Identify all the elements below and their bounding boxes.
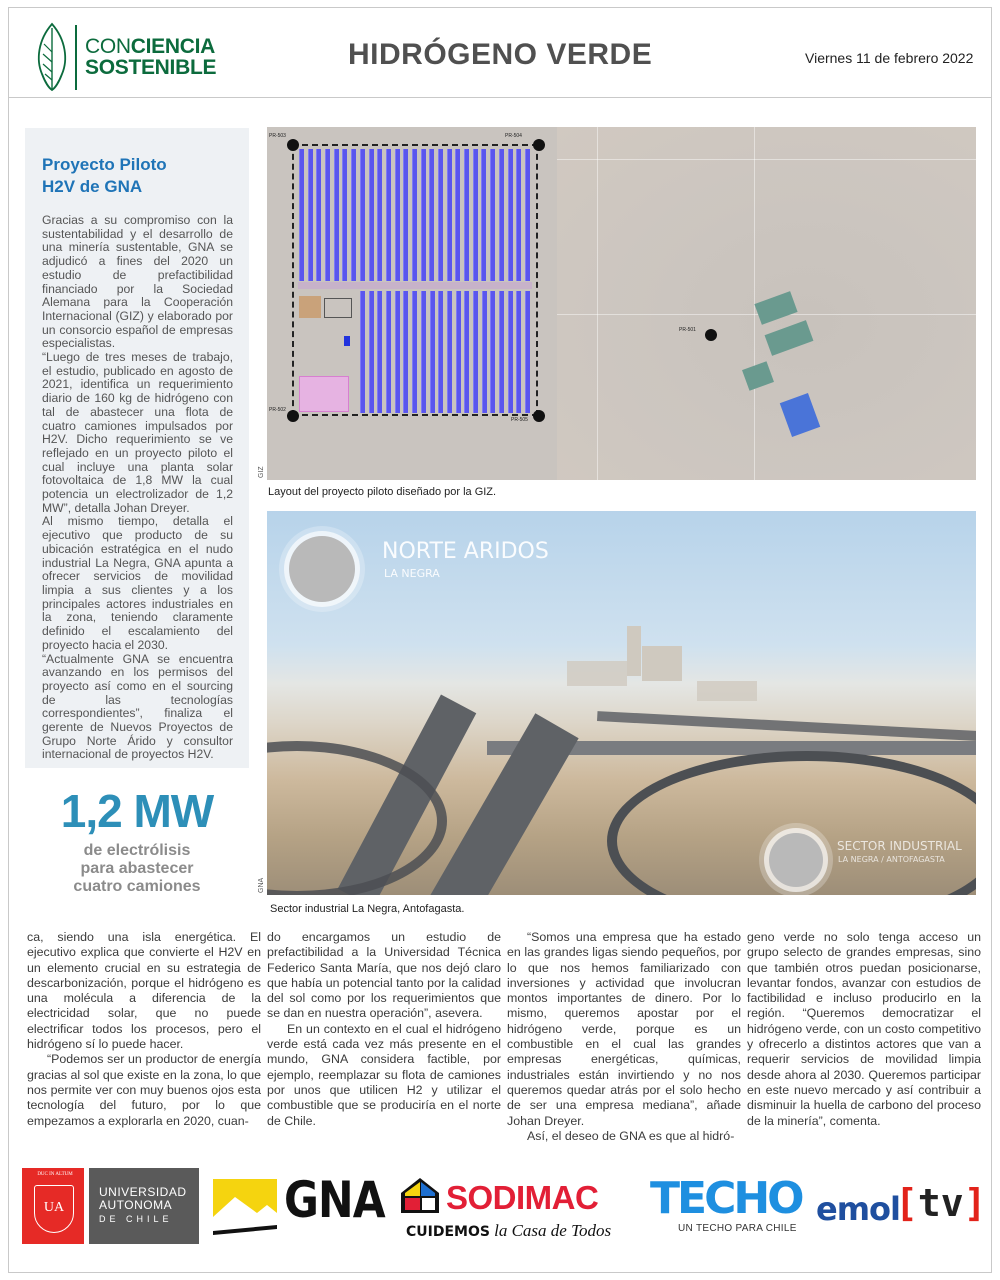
article-paragraph: geno verde no solo tenga acceso un grupo selecto de grandes empresas, sino que también otros puedan posicionarse, levantar fondos, avanzar con estudios de factibilidad e incluso producirlo en la región. “Queremos democratizar el hidrógeno verde, con un costo competitivo y ofrecerlo a distintos actores que van a requerir servicios de movilidad limpia desde ahora al 2030. Queremos participar en este nuevo mercado y así contribuir a disminuir la huella de carbono del proceso de la minería”, comenta. xyxy=(747,930,981,1128)
ua-line2: AUTONOMA xyxy=(99,1198,173,1212)
marker-pr503 xyxy=(287,139,299,151)
sodimac-house-icon xyxy=(399,1175,441,1215)
logo-sostenible: SOSTENIBLE xyxy=(85,56,217,79)
overlay-subtitle: LA NEGRA xyxy=(384,567,440,580)
gna-mountain-icon xyxy=(213,1179,277,1235)
article-column-2 xyxy=(267,930,501,1129)
sidebar-paragraph: “Actualmente GNA se encuentra avanzando en los permisos del proyecto así como en el sourcing de las tecnologías correspondientes”, finaliza el gerente de Nuevos Proyectos de Grupo Norte Árido y consultor internacional de proyectos H2V. xyxy=(42,651,233,762)
marker-pr501 xyxy=(705,329,717,341)
cement-plant xyxy=(627,626,641,676)
stat-line3: cuatro camiones xyxy=(73,878,201,895)
sidebar-box xyxy=(25,128,249,768)
stat-line2: para abastecer xyxy=(80,860,194,877)
stat-value: 1,2 MW xyxy=(60,785,214,837)
ua-line3: DE CHILE xyxy=(99,1214,173,1224)
logo-wordmark xyxy=(85,36,216,78)
overlay2-subtitle: LA NEGRA / ANTOFAGASTA xyxy=(838,855,945,864)
publication-date: Viernes 11 de febrero 2022 xyxy=(805,50,974,66)
label-pr503: PR-503 xyxy=(269,133,286,139)
overlay2-title: SECTOR INDUSTRIAL xyxy=(837,839,962,853)
sidebar-title-line2: H2V de GNA xyxy=(42,177,143,196)
conciencia-sostenible-logo xyxy=(34,22,216,92)
label-pr501: PR-501 xyxy=(679,327,696,333)
solar-panel-array-bottom xyxy=(360,291,530,413)
sodimac-tagline xyxy=(406,1221,611,1241)
logo-con: CON xyxy=(85,35,131,58)
article-paragraph: ca, siendo una isla energética. El ejecutivo explica que convierte el H2V en un elemento crucial en su estrategia de descarbonización, porque el hidrógeno es una molécula a diferencia de la electricidad solar, que no puede electrificar todos los procesos, pero el hidrógeno sí lo puede hacer. xyxy=(27,930,261,1052)
article-paragraph: Así, el deseo de GNA es que al hidró- xyxy=(527,1128,735,1143)
ua-crest xyxy=(22,1168,84,1244)
gna-wordmark: GNA xyxy=(284,1171,385,1229)
sodimac-tag-bold: CUIDEMOS xyxy=(406,1224,490,1240)
techo-wordmark: TECHO xyxy=(650,1173,802,1224)
overlay-title: NORTE ARIDOS xyxy=(382,539,549,564)
industrial-buildings xyxy=(697,681,757,701)
emol-wordmark: emol xyxy=(816,1190,900,1228)
techo-tagline: UN TECHO PARA CHILE xyxy=(678,1223,797,1234)
building xyxy=(780,393,821,437)
article-column-3 xyxy=(507,930,741,1144)
sponsor-logos xyxy=(18,1165,987,1255)
solar-panel-array-top xyxy=(299,149,530,281)
sidebar-paragraph: Gracias a su compromiso con la sustentabilidad y el desarrollo de una minería sustentable, GNA se adjudicó a fines del 2020 un estudio de prefactibilidad financiado por la Sociedad Alemana para la Cooperación Internacional (GIZ) y elaborado por un consorcio español de empresas especialistas. xyxy=(42,213,233,351)
building xyxy=(765,320,814,356)
facility-electrolyzer-area xyxy=(299,376,349,412)
article-paragraph: En un contexto en el cual el hidrógeno verde está cada vez más presente en el mundo, GNA considera factible, por ejemplo, reemplazar su flota de camiones por unos que utilicen H2 y utilizar el combustible que se produciría en el norte de Chile. xyxy=(267,1021,501,1128)
ua-line1: UNIVERSIDAD xyxy=(99,1185,187,1199)
leaf-icon xyxy=(34,22,70,92)
marker-pr502 xyxy=(287,410,299,422)
sidebar-paragraph: Al mismo tiempo, detalla el ejecutivo que producto de su ubicación estratégica en el nudo industrial La Negra, GNA apunta a ofrecer servicios de movilidad limpia a sus clientes y a los principales actores industriales en la zona, teniendo claramente definido el escalamiento del proyecto hacia el 2030. xyxy=(42,514,233,652)
highway xyxy=(597,711,976,741)
logo-ciencia: CIENCIA xyxy=(130,35,216,58)
marker-pr505 xyxy=(533,410,545,422)
stat-line1: de electrólisis xyxy=(83,842,191,859)
marker-pr504 xyxy=(533,139,545,151)
building xyxy=(742,361,774,391)
header-divider xyxy=(8,97,992,98)
logo-divider xyxy=(75,25,77,90)
norte-aridos-logo-circle xyxy=(289,536,355,602)
article-paragraph: do encargamos un estudio de prefactibilidad a la Universidad Técnica Federico Santa María, que nos dejó claro que había un potencial tanto por la calidad del sol como por los requerimientos que se dan en nuestra operación”, asevera. xyxy=(267,930,501,1021)
highlight-stat xyxy=(25,786,249,896)
sidebar-title-line1: Proyecto Piloto xyxy=(42,155,167,174)
sodimac-wordmark: SODIMAC xyxy=(446,1179,599,1216)
label-pr505: PR-505 xyxy=(511,417,528,423)
facility-building xyxy=(299,296,321,318)
article-paragraph: “Somos una empresa que ha estado en las grandes ligas siendo pequeños, por lo que nos hemos familiarizado con inversiones y actividad que involucran montos importantes de dinero. Por lo mismo, queremos apostar por el hidrógeno verde, porque es un combustible en el cual las grandes empresas energéticas, químicas, industriales están invirtiendo y no nos queremos quedar atrás por el solo hecho de ser una empresa mediana”, añade Johan Dreyer. xyxy=(507,930,741,1128)
la-negra-aerial-photo xyxy=(267,511,976,895)
section-title: HIDRÓGENO VERDE xyxy=(348,38,653,71)
ua-wordmark xyxy=(89,1168,199,1244)
building xyxy=(754,291,797,325)
sidebar-title xyxy=(42,154,233,198)
article-column-4 xyxy=(747,930,981,1129)
access-road xyxy=(298,282,532,289)
facility-equipment xyxy=(324,298,352,318)
satellite-terrain xyxy=(557,127,976,480)
map-caption: Layout del proyecto piloto diseñado por la GIZ. xyxy=(268,486,497,498)
sidebar-paragraph: “Luego de tres meses de trabajo, el estudio, publicado en agosto de 2021, identifica un requerimiento diario de 160 kg de hidrógeno con tal de abastecer una flota de cuatro camiones impulsados por H2V. Dicho requerimiento se ve reflejado en un proyecto piloto el cual incluye una planta solar fotovoltaica de 1,8 MW la cual potencia un electrolizador de 1,2 MW”, detalla Johan Dreyer. xyxy=(42,350,233,515)
map-credit: GIZ xyxy=(258,466,265,478)
label-pr502: PR-502 xyxy=(269,407,286,413)
photo-credit: GNA xyxy=(258,877,265,893)
sodimac-tag-italic: la Casa de Todos xyxy=(494,1221,612,1240)
sector-industrial-circle xyxy=(769,833,823,887)
ua-motto: DUC IN ALTUM xyxy=(37,1172,73,1177)
industrial-buildings xyxy=(567,661,627,686)
shield-icon: UA xyxy=(34,1185,74,1233)
facility-tank xyxy=(344,336,350,346)
cement-plant xyxy=(642,646,682,681)
solar-layout-map-image xyxy=(267,127,976,480)
label-pr504: PR-504 xyxy=(505,133,522,139)
article-column-1 xyxy=(27,930,261,1129)
solar-plant-boundary xyxy=(292,144,538,416)
emol-tv-mark: [tv] xyxy=(895,1181,987,1225)
article-paragraph: “Podemos ser un productor de energía gracias al sol que existe en la zona, lo que nos permite ver con muy buenos ojos esta tecnología del futuro, por lo que empezamos a explorarla en 2020, cuan- xyxy=(27,1052,261,1128)
photo-caption: Sector industrial La Negra, Antofagasta. xyxy=(270,903,465,915)
